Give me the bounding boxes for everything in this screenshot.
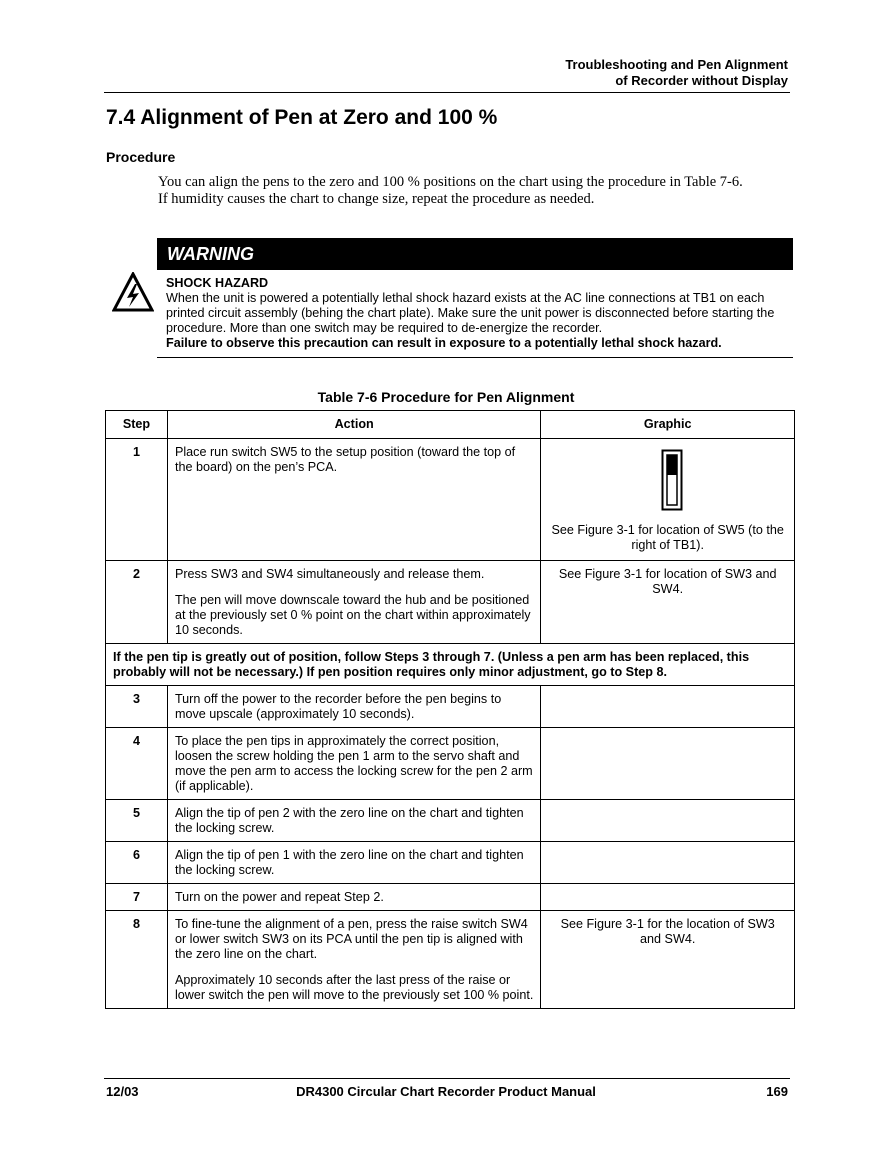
table-row xyxy=(106,728,795,800)
graphic-note: See Figure 3-1 for location of SW5 (to the right of TB1). xyxy=(551,523,784,552)
table-row xyxy=(106,686,795,728)
step-graphic: See Figure 3-1 for the location of SW3 and SW4. xyxy=(541,911,795,1009)
step-action: Place run switch SW5 to the setup position (toward the top of the board) on the pen’s PCA. xyxy=(167,439,540,561)
step-graphic xyxy=(541,439,795,561)
action-paragraph: The pen will move downscale toward the hub and be positioned at the previously set 0 % point on the chart within approximately 10 seconds. xyxy=(174,593,531,637)
intro-line2: If humidity causes the chart to change size, repeat the procedure as needed. xyxy=(158,191,595,207)
intro-line1: You can align the pens to the zero and 100 % positions on the chart using the procedure in Table 7-6. xyxy=(158,174,743,190)
step-action: Turn off the power to the recorder before the pen begins to move upscale (approximately 10 seconds). xyxy=(167,686,540,728)
table-note-row xyxy=(106,644,795,686)
dip-switch-icon xyxy=(661,449,683,511)
section-title: 7.4 Alignment of Pen at Zero and 100 % xyxy=(106,106,498,129)
step-action: To place the pen tips in approximately the correct position, loosen the screw holding the pen 1 arm to the servo shaft and move the pen arm to access the locking screw for the pen 2 arm (if applicable). xyxy=(167,728,540,800)
table-row xyxy=(106,884,795,911)
step-number: 5 xyxy=(106,800,168,842)
step-graphic xyxy=(541,686,795,728)
step-graphic: See Figure 3-1 for location of SW3 and SW4. xyxy=(541,561,795,644)
step-number: 3 xyxy=(106,686,168,728)
footer-divider xyxy=(104,1078,790,1079)
footer-date: 12/03 xyxy=(106,1084,139,1099)
intro-paragraph xyxy=(158,174,808,208)
table-row xyxy=(106,561,795,644)
step-graphic xyxy=(541,800,795,842)
header-graphic: Graphic xyxy=(541,411,795,439)
table-caption: Table 7-6 Procedure for Pen Alignment xyxy=(317,389,575,405)
running-header-line1: Troubleshooting and Pen Alignment xyxy=(565,57,788,72)
table-header-row xyxy=(106,411,795,439)
step-graphic xyxy=(541,728,795,800)
step-action: Align the tip of pen 1 with the zero line on the chart and tighten the locking screw. xyxy=(167,842,540,884)
step-number: 8 xyxy=(106,911,168,1009)
warning-banner: WARNING xyxy=(157,238,793,270)
warning-description: When the unit is powered a potentially lethal shock hazard exists at the AC line connections at TB1 on each printed circuit assembly (behing the chart plate). Make sure the unit power is disconnected before starting the procedure. More than one switch may be required to de-energize the recorder. xyxy=(166,291,775,335)
table-row xyxy=(106,842,795,884)
footer-page-number: 169 xyxy=(766,1084,788,1099)
table-row xyxy=(106,439,795,561)
warning-divider xyxy=(157,357,793,358)
shock-hazard-icon xyxy=(112,272,154,312)
step-number: 1 xyxy=(106,439,168,561)
step-graphic xyxy=(541,884,795,911)
warning-consequence: Failure to observe this precaution can result in exposure to a potentially lethal shock hazard. xyxy=(166,336,722,350)
step-number: 4 xyxy=(106,728,168,800)
header-step: Step xyxy=(106,411,168,439)
step-action: Turn on the power and repeat Step 2. xyxy=(167,884,540,911)
action-paragraph: To fine-tune the alignment of a pen, press the raise switch SW4 or lower switch SW3 on its PCA until the pen tip is aligned with the zero line on the chart. xyxy=(174,917,528,961)
procedure-table xyxy=(105,410,795,1009)
procedure-heading: Procedure xyxy=(106,149,176,165)
warning-title: SHOCK HAZARD xyxy=(166,276,269,290)
table-row xyxy=(106,800,795,842)
warning-text xyxy=(166,276,786,351)
step-number: 2 xyxy=(106,561,168,644)
step-number: 6 xyxy=(106,842,168,884)
step-graphic xyxy=(541,842,795,884)
footer-manual-title: DR4300 Circular Chart Recorder Product Manual xyxy=(296,1084,596,1099)
step-action xyxy=(167,911,540,1009)
step-number: 7 xyxy=(106,884,168,911)
running-header-line2: of Recorder without Display xyxy=(615,73,788,88)
action-paragraph: Press SW3 and SW4 simultaneously and release them. xyxy=(174,567,485,581)
header-action: Action xyxy=(167,411,540,439)
action-paragraph: Approximately 10 seconds after the last press of the raise or lower switch the pen will move to the previously set 100 % point. xyxy=(174,973,534,1002)
running-header xyxy=(565,57,788,89)
table-row xyxy=(106,911,795,1009)
table-note: If the pen tip is greatly out of position, follow Steps 3 through 7. (Unless a pen arm has been replaced, this probably will not be necessary.) If pen position requires only minor adjustment, go to Step 8. xyxy=(106,644,795,686)
step-action xyxy=(167,561,540,644)
header-divider xyxy=(104,92,790,93)
step-action: Align the tip of pen 2 with the zero line on the chart and tighten the locking screw. xyxy=(167,800,540,842)
